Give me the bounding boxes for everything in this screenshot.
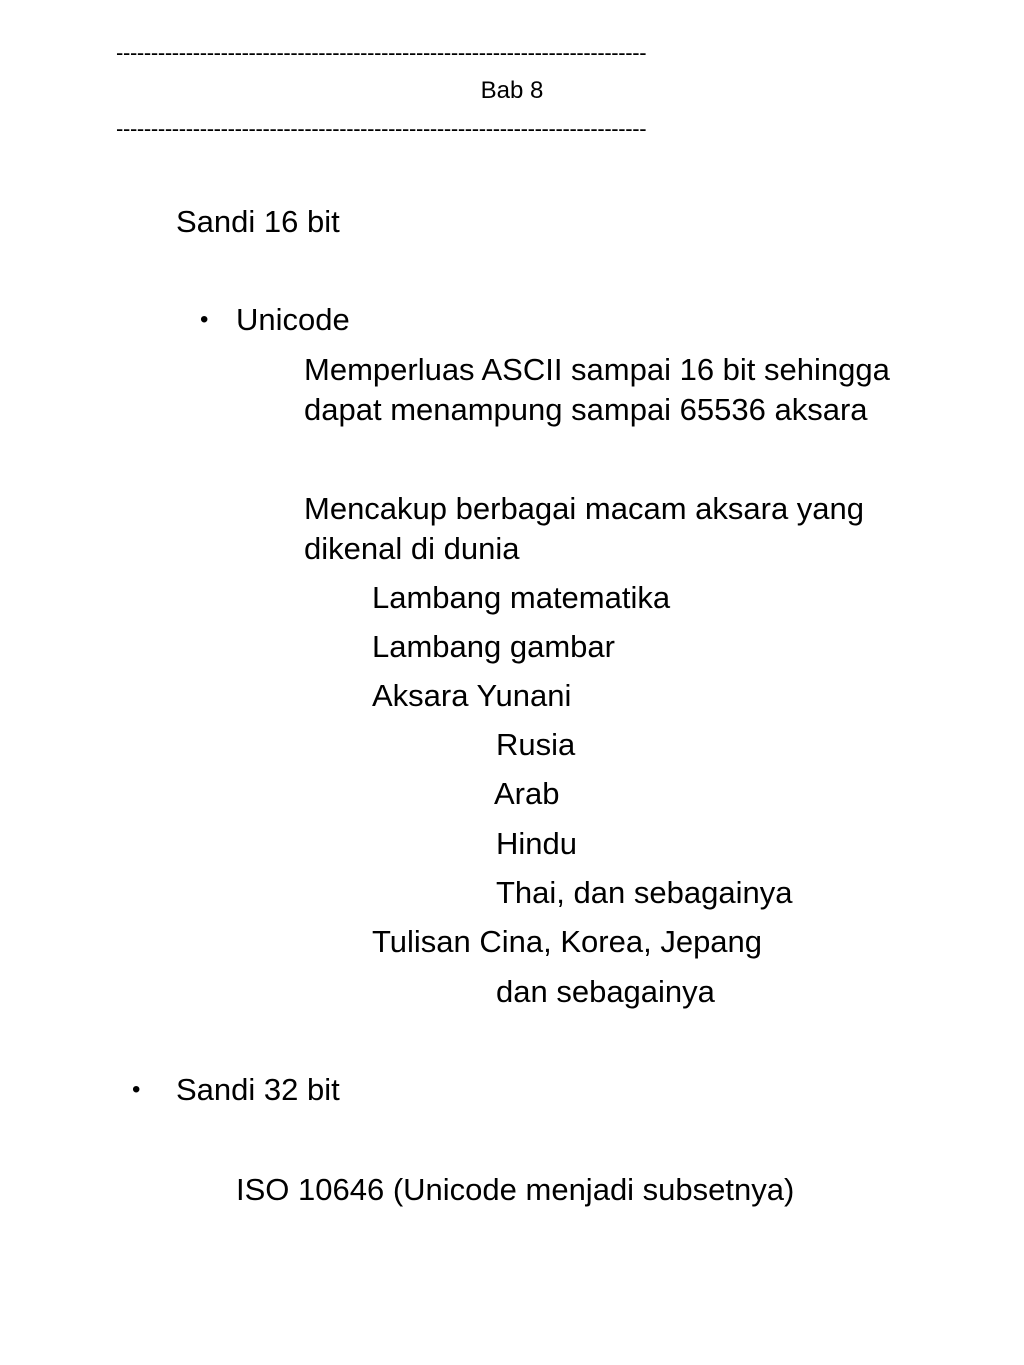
list-item: Aksara Yunani [372, 678, 572, 713]
unicode-scope-line-2: dikenal di dunia [304, 531, 520, 566]
header-rule-top: ---------------------------------------------------------------------------- [116, 40, 647, 65]
sub-list-item: Rusia [496, 727, 576, 762]
unicode-scope-line-1: Mencakup berbagai macam aksara yang [304, 491, 865, 526]
sub-list-item: Hindu [496, 826, 577, 861]
bullet-icon: • [200, 306, 209, 333]
unicode-desc-line-1: Memperluas ASCII sampai 16 bit sehingga [304, 352, 890, 387]
list-item-continuation: dan sebagainya [496, 974, 715, 1009]
unicode-label: Unicode [236, 302, 350, 337]
chapter-title: Bab 8 [480, 77, 544, 104]
list-item: Tulisan Cina, Korea, Jepang [372, 924, 763, 959]
iso-line: ISO 10646 (Unicode menjadi subsetnya) [236, 1172, 795, 1207]
list-item: Lambang gambar [372, 629, 615, 664]
bullet-icon: • [132, 1076, 141, 1103]
unicode-desc-line-2: dapat menampung sampai 65536 aksara [304, 392, 868, 427]
sub-list-item: Thai, dan sebagainya [496, 875, 793, 910]
sandi32-label: Sandi 32 bit [176, 1072, 340, 1107]
list-item: Lambang matematika [372, 580, 671, 615]
sub-list-item: Arab [494, 776, 560, 811]
header-rule-bottom: ---------------------------------------------------------------------------- [116, 116, 647, 141]
section-heading: Sandi 16 bit [176, 204, 340, 239]
